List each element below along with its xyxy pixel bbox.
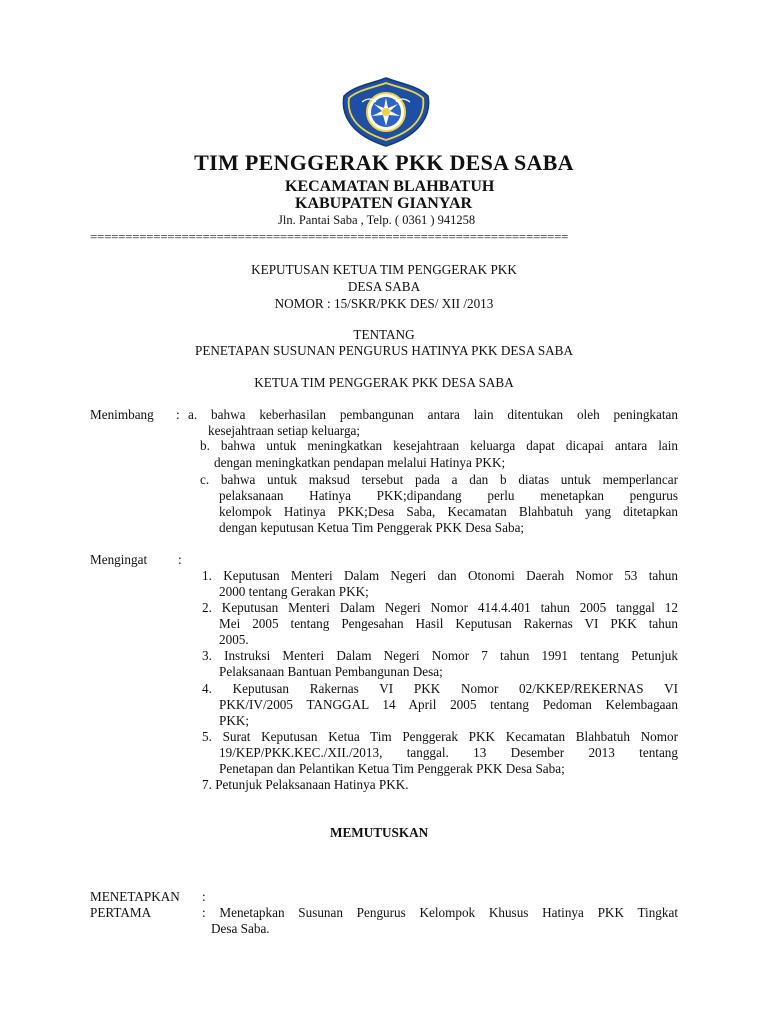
mengingat-item3-line2: Pelaksanaan Bantuan Pembangunan Desa; — [219, 664, 443, 679]
mengingat-item2-line2: Mei 2005 tentang Pengesahan Hasil Keputusan Rakernas VI PKK tahun — [219, 616, 678, 631]
mengingat-item5-line1: 5. Surat Keputusan Ketua Tim Penggerak PKK Kecamatan Blahbatuh Nomor — [202, 729, 678, 744]
mengingat-item1-line1: 1. Keputusan Menteri Dalam Negeri dan Otonomi Daerah Nomor 53 tahun — [202, 568, 678, 583]
mengingat-item5-line2: 19/KEP/PKK.KEC./XII./2013, tanggal. 13 Desember 2013 tentang — [219, 745, 678, 760]
mengingat-item7: 7. Petunjuk Pelaksanaan Hatinya PKK. — [202, 777, 409, 792]
mengingat-item3-line1: 3. Instruksi Menteri Dalam Negeri Nomor 7 tahun 1991 tentang Petunjuk — [202, 648, 678, 663]
mengingat-item4-line1: 4. Keputusan Rakernas VI PKK Nomor 02/KKEP/REKERNAS VI — [202, 681, 678, 696]
menimbang-colon: : — [176, 407, 180, 422]
menetapkan-label: MENETAPKAN — [90, 889, 180, 904]
pkk-logo — [340, 76, 432, 148]
mengingat-label: Mengingat — [90, 552, 148, 567]
menimbang-a-line2: kesejahtraan setiap keluarga; — [208, 423, 361, 438]
pkk-emblem-icon — [340, 76, 432, 148]
pertama-line1: : Menetapkan Susunan Pengurus Kelompok Khusus Hatinya PKK Tingkat — [202, 905, 678, 920]
menimbang-b-line2: dengan meningkatkan pendapan melalui Hatinya PKK; — [214, 455, 506, 470]
menimbang-c-line4: dengan keputusan Ketua Tim Penggerak PKK Desa Saba; — [219, 520, 525, 535]
memutuskan-heading: MEMUTUSKAN — [330, 825, 429, 840]
about-text: PENETAPAN SUSUNAN PENGURUS HATINYA PKK DESA SABA — [194, 343, 574, 358]
address-line: Jln. Pantai Saba , Telp. ( 0361 ) 941258 — [278, 213, 476, 227]
pertama-line2: Desa Saba. — [211, 921, 270, 936]
mengingat-item4-line3: PKK; — [219, 713, 250, 728]
menimbang-a-line1: a. bahwa keberhasilan pembangunan antara lain ditentukan oleh peningkatan — [188, 407, 678, 422]
menimbang-label: Menimbang — [90, 407, 154, 422]
pertama-label: PERTAMA — [90, 905, 152, 920]
menimbang-c-line2: pelaksanaan Hatinya PKK;dipandang perlu menetapkan pengurus — [219, 488, 678, 503]
mengingat-item4-line2: PKK/IV/2005 TANGGAL 14 April 2005 tentang Pedoman Kelembagaan — [219, 697, 678, 712]
decree-number: NOMOR : 15/SKR/PKK DES/ XII /2013 — [274, 296, 494, 311]
decree-village: DESA SABA — [347, 279, 421, 294]
mengingat-item2-line3: 2005. — [219, 632, 249, 647]
decree-title: KEPUTUSAN KETUA TIM PENGGERAK PKK — [251, 262, 517, 277]
mengingat-item1-line2: 2000 tentang Gerakan PKK; — [219, 584, 369, 599]
kecamatan-heading: KECAMATAN BLAHBATUH — [285, 178, 495, 195]
chairperson-heading: KETUA TIM PENGGERAK PKK DESA SABA — [254, 375, 514, 390]
organization-title: TIM PENGGERAK PKK DESA SABA — [194, 150, 574, 175]
kabupaten-heading: KABUPATEN GIANYAR — [295, 195, 473, 212]
mengingat-item2-line1: 2. Keputusan Menteri Dalam Negeri Nomor 414.4.401 tahun 2005 tanggal 12 — [202, 600, 678, 615]
menimbang-b-line1: b. bahwa untuk meningkatkan kesejahtraan keluarga dapat dicapai antara lain — [200, 438, 678, 453]
mengingat-colon: : — [178, 552, 182, 567]
menetapkan-colon: : — [202, 889, 206, 904]
mengingat-item5-line3: Penetapan dan Pelantikan Ketua Tim Penggerak PKK Desa Saba; — [219, 761, 565, 776]
menimbang-c-line3: kelompok Hatinya PKK;Desa Saba, Kecamatan Blahbatuh yang ditetapkan — [219, 504, 678, 519]
about-label: TENTANG — [353, 327, 415, 342]
menimbang-c-line1: c. bahwa untuk maksud tersebut pada a dan b diatas untuk memperlancar — [200, 472, 678, 487]
header-separator: ==================================================================== — [90, 229, 569, 244]
